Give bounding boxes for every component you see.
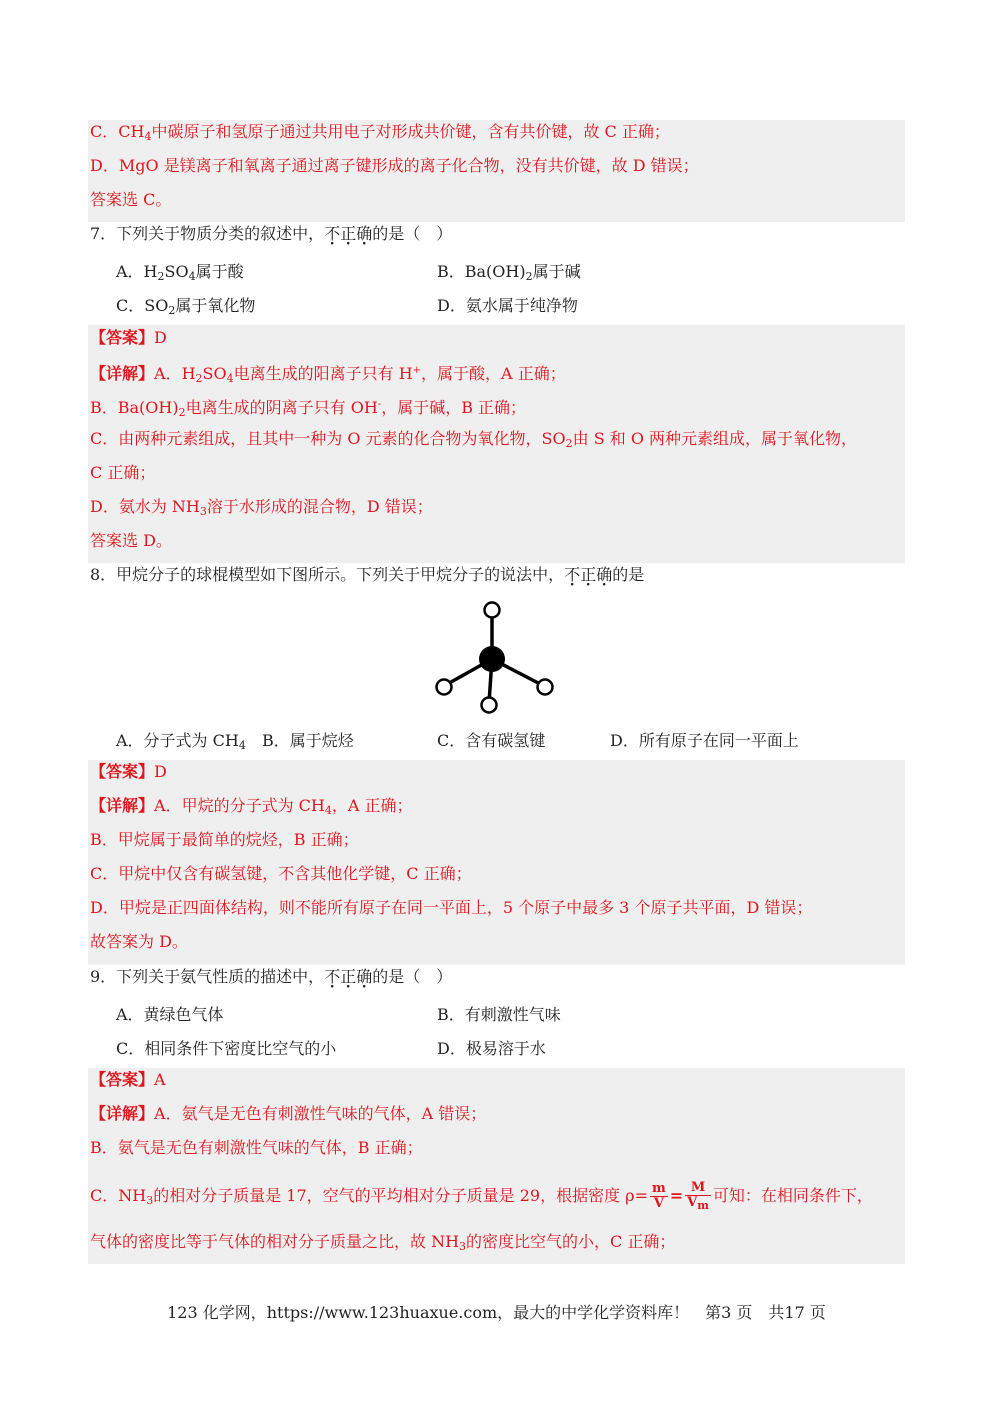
density-fraction-molar: $\frac{M}{V_m}$: [687, 1179, 709, 1212]
density-fraction-m-over-v: $\frac{m}{V}$: [652, 1181, 666, 1211]
q7-detail-d: D．氨水为 $NH_3$溶于水形成的混合物，D 错误；: [90, 497, 433, 518]
methane-ball-stick-model: [425, 595, 565, 720]
hydrogen-atom-right: [538, 680, 553, 695]
q7-detail-c-cont: C 正确；: [90, 463, 156, 482]
q9-detail-c: C．$NH_3$的相对分子质量是 17，空气的平均相对分子质量是 29，根据密度 ρ= $\frac{m}{V}$ = $\frac{M}{V_m}$ 可知：在相同条件下，: [90, 1179, 873, 1212]
answer-block-q8: [88, 760, 905, 965]
hydrogen-atom-bottom: [482, 698, 497, 713]
hydrogen-atom-left: [437, 680, 452, 695]
q8-answer: 【答案】D: [90, 762, 167, 781]
carbon-atom: [479, 646, 505, 672]
q9-answer: 【答案】A: [90, 1070, 166, 1089]
q9-option-c: C．相同条件下密度比空气的小: [116, 1039, 337, 1058]
q8-option-d: D．所有原子在同一平面上: [610, 731, 799, 750]
q7-option-c: C．$SO_2$属于氧化物: [116, 296, 256, 317]
q9-stem: 9．下列关于氨气性质的描述中，不正确的是（ ）: [90, 967, 453, 986]
q7-answer: 【答案】D: [90, 328, 167, 347]
q9-detail-a: 【详解】A．氨气是无色有刺激性气味的气体，A 错误；: [90, 1104, 487, 1123]
page-footer: 123 化学网，https://www.123huaxue.com，最大的中学化学资料库！ 第3 页 共17 页: [167, 1303, 826, 1322]
q6-answer: 答案选 C。: [90, 190, 172, 209]
q6-line-d: D．MgO 是镁离子和氧离子通过离子键形成的离子化合物，没有共价键，故 D 错误；: [90, 156, 699, 175]
q8-option-a: A．分子式为 $CH_4$: [116, 731, 246, 752]
q7-detail-a: 【详解】A．$H_2SO_4$电离生成的阳离子只有 H+，属于酸，A 正确；: [90, 364, 566, 385]
q8-option-c: C．含有碳氢键: [437, 731, 546, 750]
q8-option-b: B．属于烷烃: [262, 731, 354, 750]
q9-option-b: B．有刺激性气味: [437, 1005, 561, 1024]
q9-detail-b: B．氨气是无色有刺激性气味的气体，B 正确；: [90, 1138, 423, 1157]
q8-stem: 8．甲烷分子的球棍模型如下图所示。下列关于甲烷分子的说法中，不正确的是: [90, 565, 645, 584]
q9-option-a: A．黄绿色气体: [116, 1005, 224, 1024]
q8-detail-c: C．甲烷中仅含有碳氢键，不含其他化学键，C 正确；: [90, 864, 472, 883]
q8-final-answer: 故答案为 D。: [90, 932, 188, 951]
q7-option-d: D．氨水属于纯净物: [437, 296, 578, 315]
q8-detail-b: B．甲烷属于最简单的烷烃，B 正确；: [90, 830, 359, 849]
hydrogen-atom-top: [485, 603, 500, 618]
q7-option-a: A．$H_2SO_4$属于酸: [116, 262, 244, 283]
q8-detail-a: 【详解】A．甲烷的分子式为 $CH_4$，A 正确；: [90, 796, 413, 817]
q9-option-d: D．极易溶于水: [437, 1039, 546, 1058]
q7-option-b: B．$Ba(OH)_2$属于碱: [437, 262, 581, 283]
q9-detail-c-cont: 气体的密度比等于气体的相对分子质量之比，故 $NH_3$的密度比空气的小，C 正确；: [90, 1232, 676, 1253]
q7-detail-b: B．$Ba(OH)_2$电离生成的阴离子只有 OH-，属于碱，B 正确；: [90, 398, 527, 419]
q7-stem: 7．下列关于物质分类的叙述中，不正确的是（ ）: [90, 224, 453, 243]
q7-detail-c: C．由两种元素组成，且其中一种为 O 元素的化合物为氧化物，$SO_2$由 S 和 O 两种元素组成，属于氧化物，: [90, 429, 858, 450]
q6-line-c: C．$CH_4$中碳原子和氢原子通过共用电子对形成共价键，含有共价键，故 C 正确；: [90, 122, 670, 143]
q7-final-answer: 答案选 D。: [90, 531, 172, 550]
q8-detail-d: D．甲烷是正四面体结构，则不能所有原子在同一平面上，5 个原子中最多 3 个原子共平面，D 错误；: [90, 898, 813, 917]
